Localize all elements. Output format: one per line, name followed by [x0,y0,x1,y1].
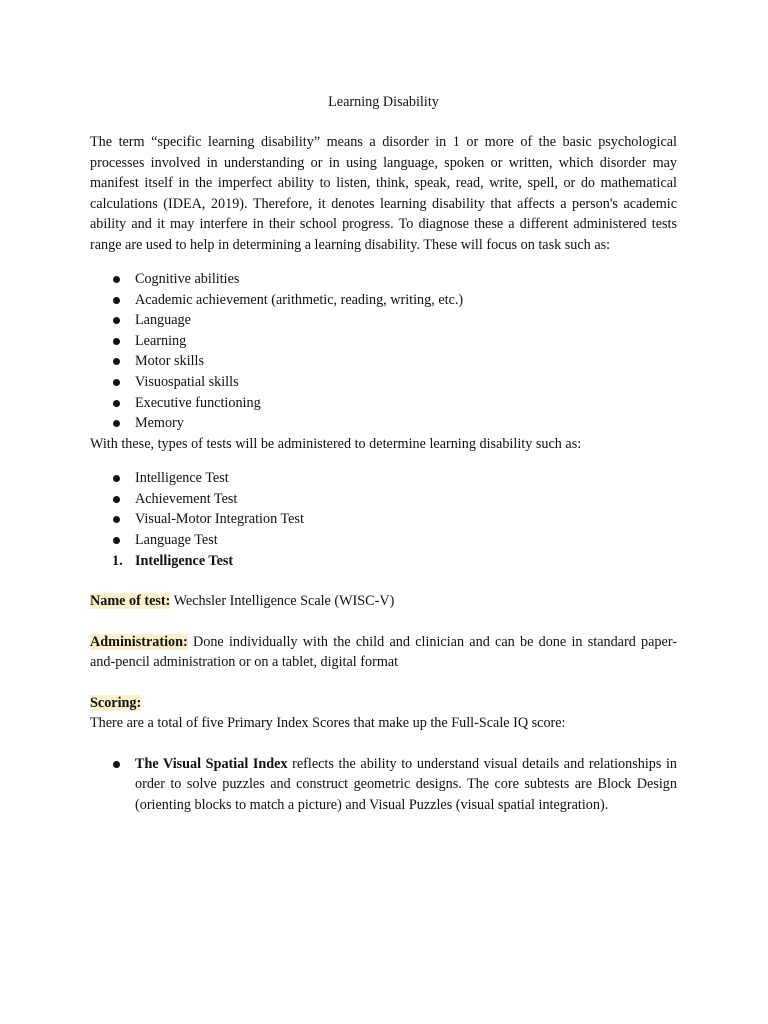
list-item: Learning [135,331,677,352]
section-heading [90,551,677,572]
test-name-value: Wechsler Intelligence Scale (WISC-V) [170,593,395,610]
test-name-field [90,591,677,612]
administration-label: Administration: [90,633,188,650]
scoring-field [90,693,677,714]
list-item: Executive functioning [135,393,677,414]
document-page [90,92,677,815]
list-item: Academic achievement (arithmetic, reading, writing, etc.) [135,290,677,311]
index-name: The Visual Spatial Index [135,755,288,772]
index-list [90,754,677,816]
administration-value: Done individually with the child and clinician and can be done in standard paper-and-pencil administration or on a tablet, digital format [90,633,677,671]
section-title: Intelligence Test [135,552,234,569]
task-list [90,269,677,434]
tests-intro-paragraph: With these, types of tests will be administered to determine learning disability such as: [90,435,582,452]
list-item: Motor skills [135,351,677,372]
scoring-label: Scoring: [90,694,142,711]
test-name-label: Name of test: [90,593,171,610]
document-title: Learning Disability [328,94,439,110]
list-item: Visual-Motor Integration Test [135,509,677,530]
section-number: 1. [112,552,123,569]
scoring-text: There are a total of five Primary Index Scores that make up the Full-Scale IQ score: [90,715,566,732]
list-item: Language Test [135,530,677,551]
list-item: Intelligence Test [135,468,677,489]
list-item: Cognitive abilities [135,269,677,290]
list-item: Language [135,310,677,331]
list-item: Visuospatial skills [135,372,677,393]
index-description: reflects the ability to understand visual details and relationships in order to solve puzzles and construct geometric designs. The core subtests are Block Design (orienting blocks to match a picture) and Visual Puzzles (visual spatial integration). [135,755,677,813]
intro-paragraph: The term “specific learning disability” means a disorder in 1 or more of the basic psychological processes involved in understanding or in using language, spoken or written, which disorder may manifest itself in the imperfect ability to listen, think, speak, read, write, spell, or do mathematical calculations (IDEA, 2019). Therefore, it denotes learning disability that affects a person's academic ability and it may interfere in their school progress. To diagnose these a different administered tests range are used to help in determining a learning disability. These will focus on task such as: [90,134,677,253]
test-list [90,468,677,550]
list-item [135,754,677,816]
list-item: Achievement Test [135,489,677,510]
administration-field [90,632,677,673]
list-item: Memory [135,413,677,434]
